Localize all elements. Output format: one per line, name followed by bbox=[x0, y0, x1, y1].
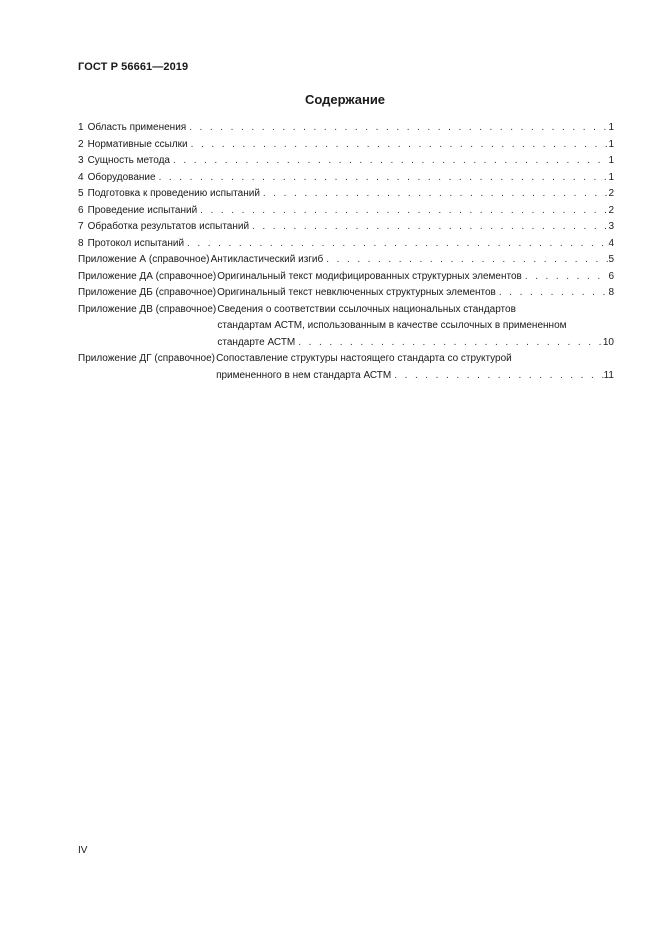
toc-entry-page: 11 bbox=[603, 369, 614, 381]
appendix-prefix: Приложение ДБ (справочное) bbox=[78, 287, 217, 298]
toc-entry-page: 1 bbox=[608, 171, 614, 183]
toc-entry-1[interactable] bbox=[78, 120, 614, 137]
appendix-title-line: стандартам АСТМ, использованным в качестве ссылочных в примененном bbox=[217, 320, 567, 331]
dot-leader bbox=[188, 137, 609, 154]
appendix-title-line: стандарте АСТМ bbox=[217, 336, 296, 348]
toc-entry-number: 4 bbox=[78, 171, 84, 183]
toc-entry-title: Проведение испытаний bbox=[87, 204, 198, 216]
toc-entry-title: Протокол испытаний bbox=[87, 237, 185, 249]
toc-entry-number: 8 bbox=[78, 237, 84, 249]
appendix-title-line: Сведения о соответствии ссылочных национальных стандартов bbox=[217, 303, 516, 315]
dot-leader bbox=[170, 153, 608, 170]
toc-entry-title: Оборудование bbox=[87, 171, 156, 183]
table-of-contents bbox=[78, 120, 614, 384]
toc-entry-2[interactable] bbox=[78, 137, 614, 154]
dot-leader bbox=[295, 335, 603, 352]
toc-entry-number: 3 bbox=[78, 155, 84, 166]
toc-entry-number: 2 bbox=[78, 138, 84, 150]
dot-leader bbox=[522, 269, 609, 286]
toc-entry-page: 3 bbox=[608, 221, 614, 232]
appendix-prefix: Приложение ДГ (справочное) bbox=[78, 353, 215, 364]
toc-entry-page: 10 bbox=[602, 336, 614, 348]
dot-leader bbox=[391, 368, 603, 385]
toc-entry-7[interactable] bbox=[78, 219, 614, 236]
toc-entry-page: 6 bbox=[608, 270, 614, 282]
toc-entry-title: Область применения bbox=[87, 122, 187, 133]
toc-entry-page: 5 bbox=[608, 254, 614, 265]
appendix-prefix: Приложение ДВ (справочное) bbox=[78, 303, 217, 315]
dot-leader bbox=[260, 186, 609, 203]
toc-entry-number: 6 bbox=[78, 204, 84, 216]
dot-leader bbox=[184, 236, 608, 253]
toc-appendix-da[interactable] bbox=[78, 269, 614, 286]
dot-leader bbox=[496, 285, 609, 302]
toc-entry-title: Нормативные ссылки bbox=[87, 138, 188, 150]
appendix-prefix: Приложение А (справочное) bbox=[78, 254, 210, 265]
dot-leader bbox=[323, 252, 608, 269]
toc-entry-3[interactable] bbox=[78, 153, 614, 170]
toc-entry-title: Обработка результатов испытаний bbox=[87, 221, 250, 232]
appendix-title: Оригинальный текст модифицированных структурных элементов bbox=[217, 270, 522, 282]
toc-entry-number: 1 bbox=[78, 122, 84, 133]
toc-entry-page: 4 bbox=[608, 237, 614, 249]
toc-entry-page: 8 bbox=[608, 287, 614, 298]
toc-entry-8[interactable] bbox=[78, 236, 614, 253]
dot-leader bbox=[197, 203, 608, 220]
toc-entry-page: 1 bbox=[608, 155, 614, 166]
appendix-title-line: Сопоставление структуры настоящего стандарта со структурой bbox=[216, 353, 512, 364]
toc-entry-5[interactable] bbox=[78, 186, 614, 203]
page-number-roman: IV bbox=[78, 845, 88, 856]
toc-appendix-dv[interactable] bbox=[78, 302, 614, 352]
toc-entry-title: Сущность метода bbox=[87, 155, 170, 166]
appendix-prefix: Приложение ДА (справочное) bbox=[78, 270, 217, 282]
toc-entry-page: 2 bbox=[608, 204, 614, 216]
toc-appendix-dg[interactable] bbox=[78, 351, 614, 384]
toc-entry-number: 7 bbox=[78, 221, 84, 232]
appendix-title-line: примененного в нем стандарта АСТМ bbox=[216, 369, 392, 381]
toc-entry-page: 2 bbox=[608, 188, 614, 199]
appendix-title: Оригинальный текст невключенных структурных элементов bbox=[217, 287, 496, 298]
toc-entry-6[interactable] bbox=[78, 203, 614, 220]
dot-leader bbox=[156, 170, 609, 187]
dot-leader bbox=[249, 219, 608, 236]
toc-appendix-db[interactable] bbox=[78, 285, 614, 302]
appendix-title: Антикластический изгиб bbox=[210, 254, 324, 265]
toc-entry-number: 5 bbox=[78, 188, 84, 199]
document-id: ГОСТ Р 56661—2019 bbox=[78, 61, 189, 73]
toc-entry-page: 1 bbox=[608, 122, 614, 133]
toc-title: Содержание bbox=[304, 92, 386, 107]
dot-leader bbox=[186, 120, 608, 137]
toc-entry-page: 1 bbox=[608, 138, 614, 150]
toc-entry-4[interactable] bbox=[78, 170, 614, 187]
toc-appendix-a[interactable] bbox=[78, 252, 614, 269]
toc-entry-title: Подготовка к проведению испытаний bbox=[87, 188, 260, 199]
